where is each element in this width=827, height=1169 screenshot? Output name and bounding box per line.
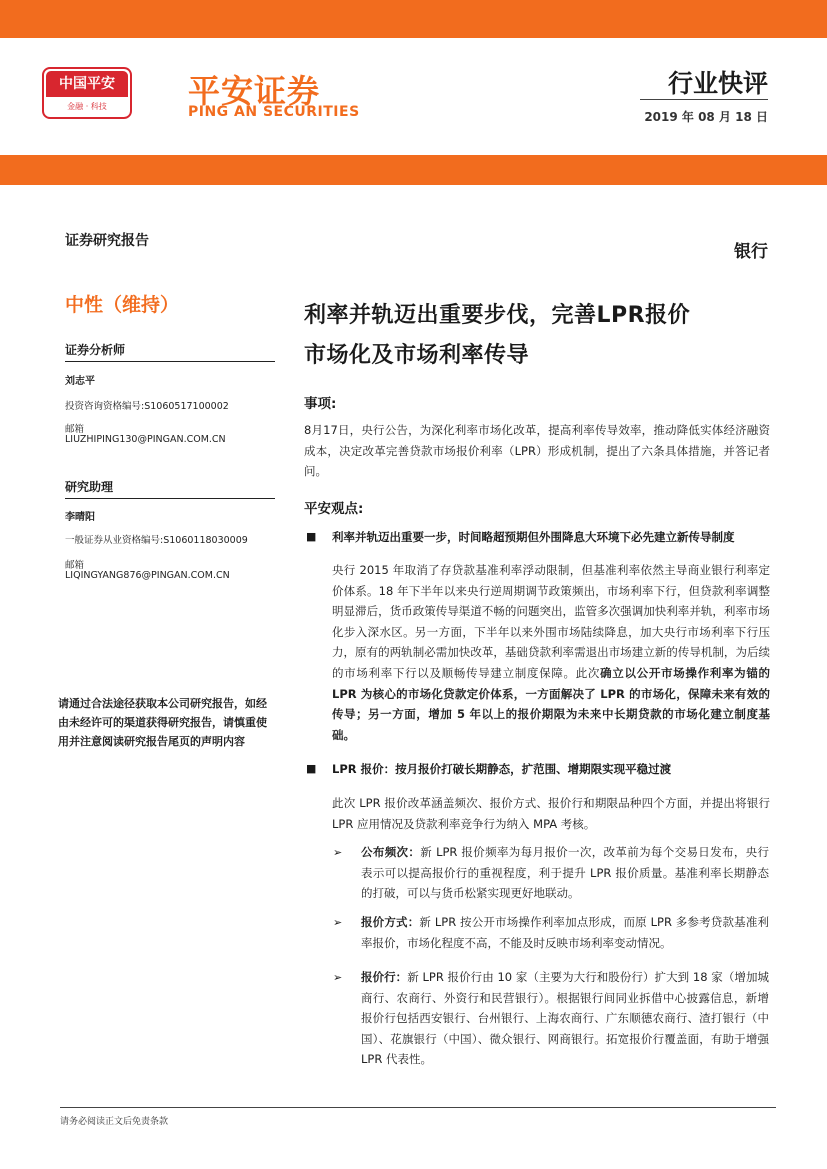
rating: 中性（维持）: [65, 294, 180, 316]
assistant-heading: 研究助理: [65, 478, 275, 499]
arrow-bullet-icon: ➢: [333, 846, 343, 859]
square-bullet-icon: ■: [306, 762, 317, 775]
header-accent-band: [0, 155, 827, 185]
sub-bullet-method: [361, 912, 769, 953]
pingan-logo: 中国平安: [46, 71, 128, 97]
assistant-email-label: 邮箱: [65, 560, 85, 571]
analyst-email[interactable]: LIUZHIPING130@PINGAN.COM.CN: [65, 434, 226, 445]
sub-bullet-frequency: [361, 842, 769, 904]
view-heading: 平安观点:: [304, 501, 364, 517]
report-type: 行业快评: [667, 69, 768, 98]
header-divider: [640, 99, 768, 100]
event-text: 8月17日，央行公告，为深化利率市场化改革，提高利率传导效率，推动降低实体经济融资成本，决定改革完善贷款市场报价利率（LPR）形成机制，提出了六条具体措施，并答记者问。: [304, 423, 770, 479]
report-date: 2019 年 08 月 18 日: [644, 110, 768, 124]
assistant-email[interactable]: LIQINGYANG876@PINGAN.COM.CN: [65, 570, 230, 581]
report-category: 证券研究报告: [65, 233, 149, 249]
top-accent-bar: [0, 0, 827, 38]
arrow-bullet-icon: ➢: [333, 916, 343, 929]
square-bullet-icon: ■: [306, 530, 317, 543]
sub-bullet-banks: [361, 967, 769, 1070]
sub1-label: 公布频次：: [361, 845, 421, 859]
analyst-name: 刘志平: [65, 376, 95, 387]
bullet1-text-bold: 确立以公开市场操作利率为锚的 LPR 为核心的市场化贷款定价体系，一方面解决了 LPR 的市场化，保障未来有效的传导；另一方面，增加 5 年以上的报价期限为未来中长期贷款的市场化建立制度基础。: [332, 665, 771, 742]
bullet1-text: [332, 560, 770, 745]
sidebar-disclaimer: 请通过合法途径获取本公司研究报告，如经由未经许可的渠道获得研究报告，请慎重使用并注意阅读研究报告尾页的声明内容: [58, 697, 267, 748]
brand-name-en: PING AN SECURITIES: [188, 104, 360, 120]
arrow-bullet-icon: ➢: [333, 971, 343, 984]
bullet2-heading: LPR 报价：按月报价打破长期静态，扩范围、增期限实现平稳过渡: [332, 762, 672, 776]
assistant-name: 李晴阳: [65, 512, 95, 523]
event-heading: 事项:: [304, 396, 337, 412]
industry-label: 银行: [734, 242, 768, 262]
footer-disclaimer: 请务必阅读正文后免责条款: [60, 1117, 169, 1127]
article-title: [304, 296, 774, 376]
brand-name-cn: 平安证券: [188, 72, 321, 110]
sub3-label: 报价行：: [361, 970, 408, 984]
article-title-line2: 市场化及市场利率传导: [304, 343, 530, 368]
sub2-label: 报价方式：: [361, 915, 420, 929]
bullet2-text: 此次 LPR 报价改革涵盖频次、报价方式、报价行和期限品种四个方面，并提出将银行 LPR 应用情况及贷款利率竞争行为纳入 MPA 考核。: [332, 796, 770, 831]
bullet1-text-normal: 央行 2015 年取消了存贷款基准利率浮动限制，但基准利率依然主导商业银行利率定价体系。18 年下半年以来央行逆周期调节政策频出，市场利率下行，但贷款利率调整明显滞后，货币政策传导渠道不畅的问题突出，监管多次强调加快利率并轨，利率市场化步入深水区。另一方面，下半年以来外围市场陆续降息，加大央行市场利率下行压力，原有的两轨制必需加快改革，基础贷款利率需退出市场建立新的传导机制，为后续的市场利率下行以及顺畅传导建立制度保障。此次: [332, 563, 770, 680]
assistant-license: 一般证券从业资格编号:S1060118030009: [65, 535, 248, 546]
footer-divider: [60, 1107, 776, 1108]
sub1-text: 新 LPR 报价频率为每月报价一次，改革前为每个交易日发布，央行表示可以提高报价行的重视程度，利于提升 LPR 报价质量。基准利率长期静态的打破，可以与货币松紧实现更好地联动。: [361, 845, 770, 901]
bullet1-heading: 利率并轨迈出重要一步，时间略超预期但外围降息大环境下必先建立新传导制度: [332, 530, 735, 544]
pingan-logo-tagline: 金融 · 科技: [67, 102, 107, 111]
analyst-email-label: 邮箱: [65, 424, 85, 435]
analyst-license: 投资咨询资格编号:S1060517100002: [65, 401, 229, 412]
sub2-text: 新 LPR 按公开市场操作利率加点形成，而原 LPR 多参考贷款基准利率报价，市场化程度不高，不能及时反映市场利率变动情况。: [361, 915, 769, 950]
sub3-text: 新 LPR 报价行由 10 家（主要为大行和股份行）扩大到 18 家（增加城商行、农商行、外资行和民营银行）。根据银行间同业拆借中心披露信息，新增报价行包括西安银行、台州银行、上海农商行、广东顺德农商行、渣打银行（中国）、花旗银行（中国）、微众银行、网商银行。拓宽报价行覆盖面，有助于增强 LPR 代表性。: [361, 970, 770, 1067]
article-title-line1: 利率并轨迈出重要步伐，完善LPR报价: [304, 303, 691, 328]
analyst-heading: 证券分析师: [65, 341, 275, 362]
